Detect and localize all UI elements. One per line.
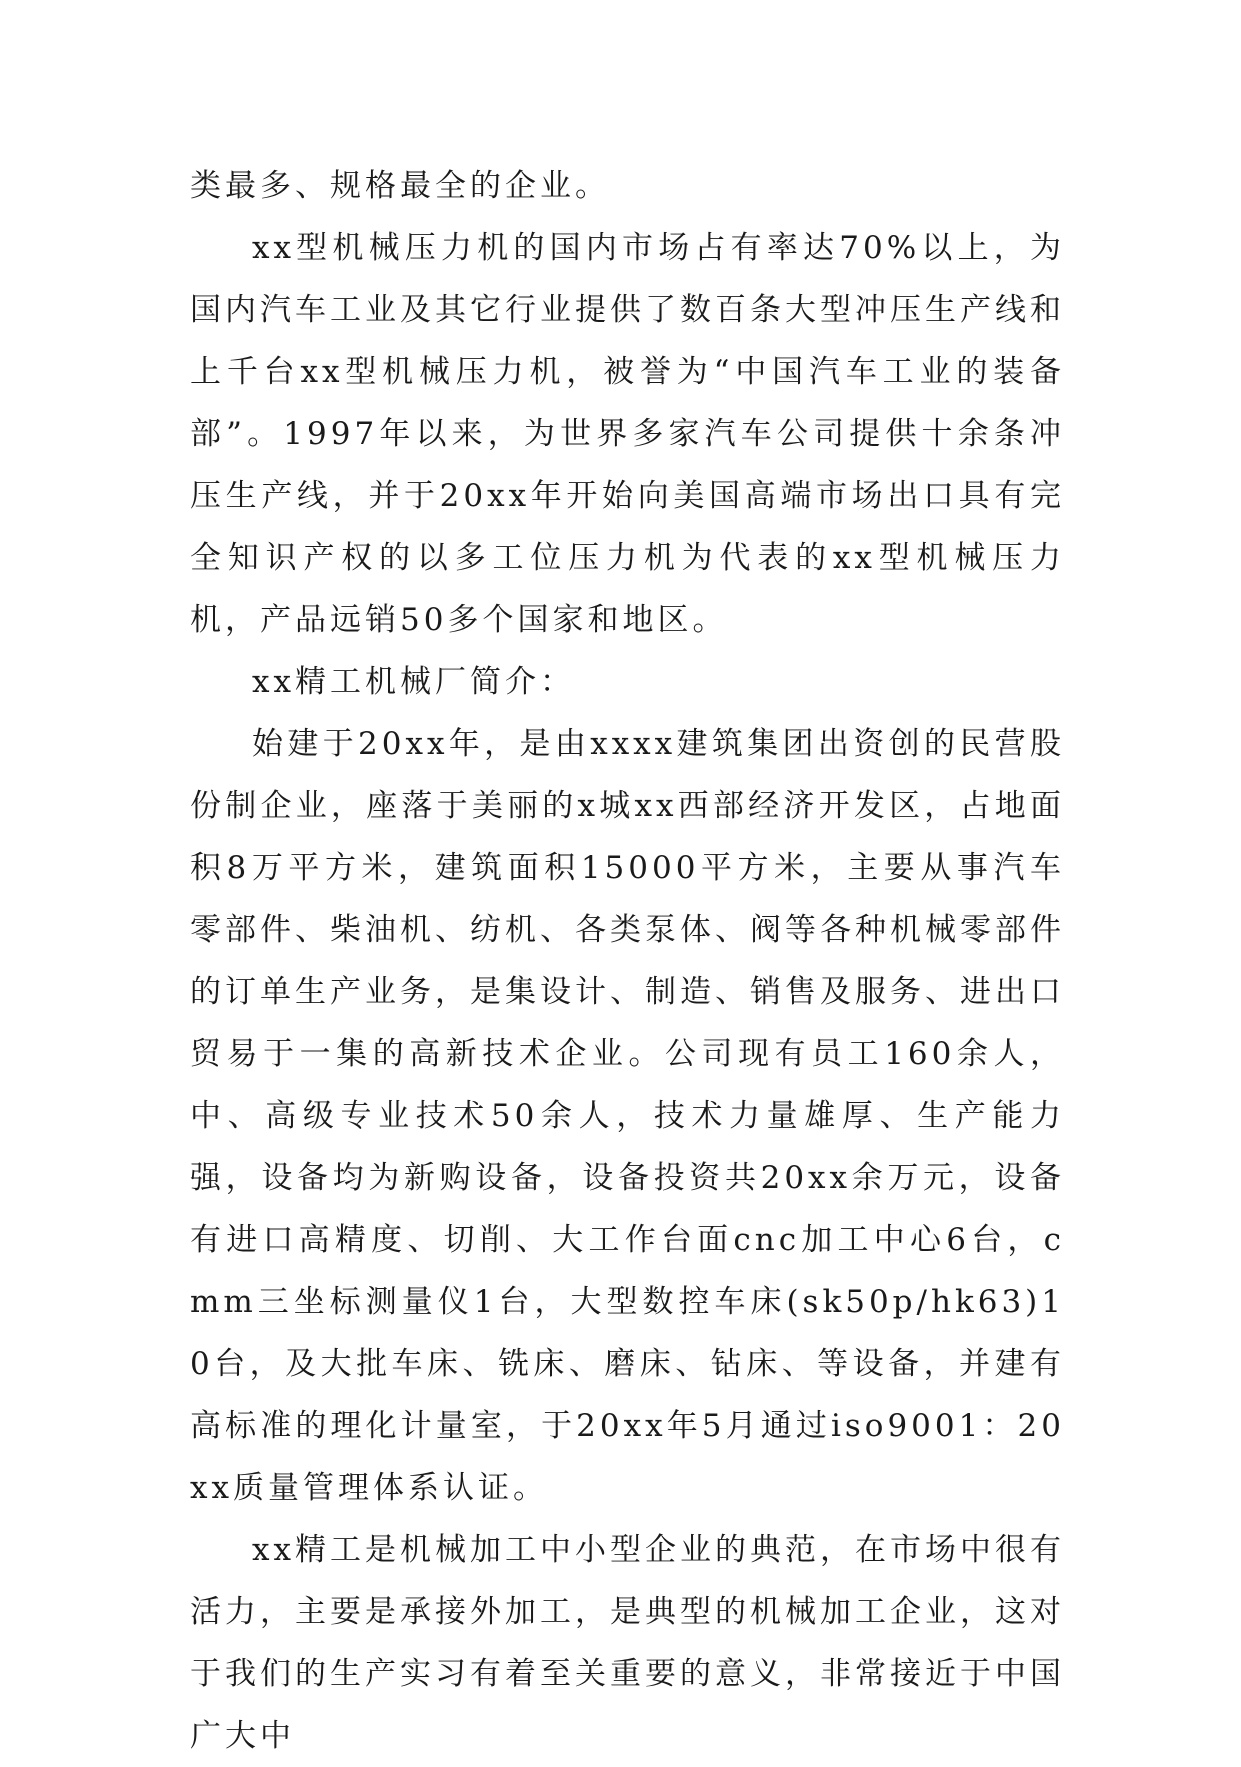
paragraph-internship-significance: xx精工是机械加工中小型企业的典范，在市场中很有活力，主要是承接外加工，是典型的机械加工企业，这对于我们的生产实习有着至关重要的意义，非常接近于中国广大中 — [190, 1532, 1065, 1754]
document-body — [190, 155, 1065, 1767]
paragraph-continuation: 类最多、规格最全的企业。 — [190, 168, 610, 204]
paragraph-press-market: xx型机械压力机的国内市场占有率达70%以上，为国内汽车工业及其它行业提供了数百条大型冲压生产线和上千台xx型机械压力机，被誉为“中国汽车工业的装备部”。1997年以来，为世界多家汽车公司提供十余条冲压生产线，并于20xx年开始向美国高端市场出口具有完全知识产权的以多工位压力机为代表的xx型机械压力机，产品远销50多个国家和地区。 — [190, 230, 1065, 638]
paragraph-factory-profile: 始建于20xx年，是由xxxx建筑集团出资创的民营股份制企业，座落于美丽的x城xx西部经济开发区，占地面积8万平方米，建筑面积15000平方米，主要从事汽车零部件、柴油机、纺机、各类泵体、阀等各种机械零部件的订单生产业务，是集设计、制造、销售及服务、进出口贸易于一集的高新技术企业。公司现有员工160余人，中、高级专业技术50余人，技术力量雄厚、生产能力强，设备均为新购设备，设备投资共20xx余万元，设备有进口高精度、切削、大工作台面cnc加工中心6台，cmm三坐标测量仪1台，大型数控车床(sk50p/hk63)10台，及大批车床、铣床、磨床、钻床、等设备，并建有高标准的理化计量室，于20xx年5月通过iso9001：20xx质量管理体系认证。 — [190, 726, 1065, 1506]
section-heading-factory-intro: xx精工机械厂简介： — [252, 664, 575, 700]
